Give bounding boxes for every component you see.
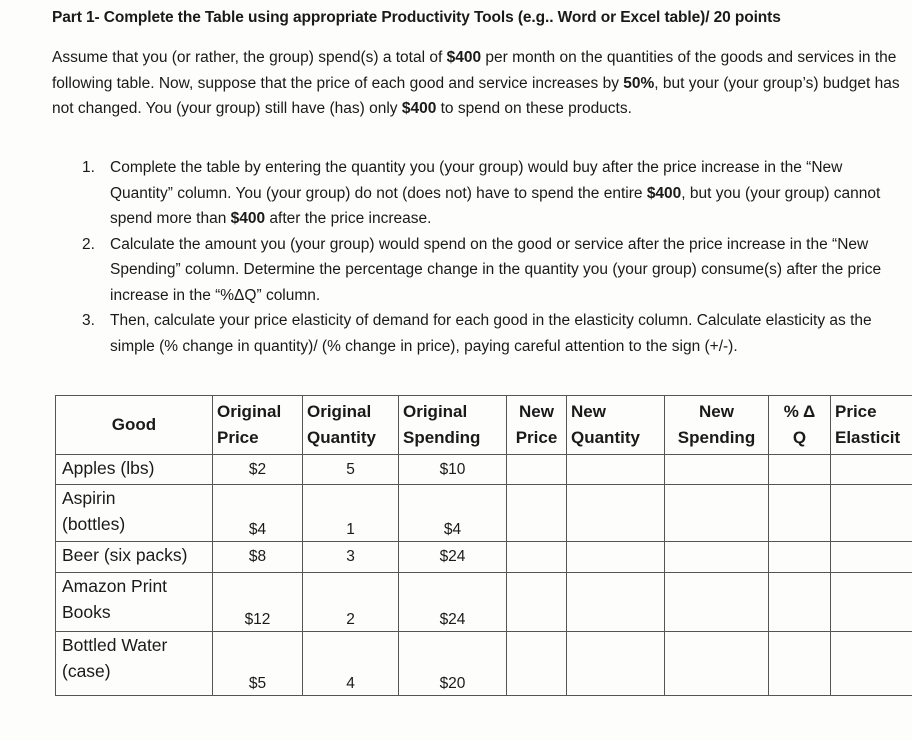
price-elasticity-cell[interactable] [831,455,912,485]
price-elasticity-cell[interactable] [831,573,912,632]
header-price-elasticity: Price Elasticit [831,396,912,455]
percent-change-q-cell[interactable] [769,455,831,485]
new-spending-cell[interactable] [665,632,769,696]
header-good: Good [56,396,213,455]
original-quantity-cell: 5 [303,455,399,485]
header-new-price: New Price [507,396,567,455]
task-1-amount-1: $400 [646,184,682,202]
new-spending-cell[interactable] [665,542,769,573]
intro-text-1: Assume that you (or rather, the group) spend(s) a total of [52,49,447,66]
original-spending-cell: $4 [399,485,507,542]
intro-amount-2: $400 [401,100,437,117]
task-list [82,155,897,359]
new-price-cell[interactable] [507,573,567,632]
new-price-cell[interactable] [507,542,567,573]
header-original-spending: Original Spending [399,396,507,455]
good-name: Amazon Print Books [56,573,213,632]
header-new-quantity: New Quantity [567,396,665,455]
good-name: Apples (lbs) [56,455,213,485]
original-spending-cell: $20 [399,632,507,696]
intro-paragraph [52,45,902,122]
good-name: Aspirin (bottles) [56,485,213,542]
new-price-cell[interactable] [507,485,567,542]
new-price-cell[interactable] [507,632,567,696]
original-price-cell: $12 [213,573,303,632]
header-original-price: Original Price [213,396,303,455]
header-original-quantity: Original Quantity [303,396,399,455]
task-number-3: 3. [82,312,95,329]
new-quantity-cell[interactable] [567,573,665,632]
table-row [56,573,912,632]
task-item-3 [82,308,897,359]
original-quantity-cell: 4 [303,632,399,696]
good-name: Beer (six packs) [56,542,213,573]
original-price-cell: $4 [213,485,303,542]
task-1-text-1: Complete the table by entering the quantity you (your group) would buy after the price increase in the “New Quantity” column. You (your group) do not (does not) have to spend the entire [110,159,843,202]
original-quantity-cell: 1 [303,485,399,542]
price-elasticity-cell[interactable] [831,632,912,696]
table-row [56,485,912,542]
goods-table [55,395,912,696]
intro-text-3: , but your (your group’s) budget has not changed. You (your group) still have (has) only [52,74,900,117]
task-1-amount-2: $400 [230,210,266,227]
percent-change-q-cell[interactable] [769,632,831,696]
new-quantity-cell[interactable] [567,632,665,696]
percent-change-q-cell[interactable] [769,485,831,542]
new-spending-cell[interactable] [665,485,769,542]
original-price-cell: $2 [213,455,303,485]
task-item-2 [82,232,897,309]
intro-percent: 50% [623,74,655,92]
original-quantity-cell: 2 [303,573,399,632]
task-1-text-2: , but you (your group) cannot spend more than [110,184,881,227]
new-quantity-cell[interactable] [567,455,665,485]
task-number-1: 1. [82,159,95,176]
original-spending-cell: $24 [399,573,507,632]
new-spending-cell[interactable] [665,455,769,485]
price-elasticity-cell[interactable] [831,542,912,573]
part-heading: Part 1- Complete the Table using appropriate Productivity Tools (e.g.. Word or Excel table)/ 20 points [52,9,781,26]
intro-text-4: to spend on these products. [436,100,632,117]
table-row [56,455,912,485]
good-name: Bottled Water (case) [56,632,213,696]
original-spending-cell: $10 [399,455,507,485]
task-1-text-3: after the price increase. [265,210,432,227]
new-quantity-cell[interactable] [567,485,665,542]
task-item-1 [82,155,897,232]
table-row [56,542,912,573]
intro-text-2: per month on the quantities of the goods and services in the following table. Now, suppose that the price of each good and service increases by [52,49,897,92]
intro-amount-1: $400 [446,49,482,66]
original-spending-cell: $24 [399,542,507,573]
original-price-cell: $8 [213,542,303,573]
task-number-2: 2. [82,235,95,253]
percent-change-q-cell[interactable] [769,573,831,632]
percent-change-q-cell[interactable] [769,542,831,573]
original-price-cell: $5 [213,632,303,696]
new-price-cell[interactable] [507,455,567,485]
new-quantity-cell[interactable] [567,542,665,573]
table-header-row [56,396,912,455]
header-new-spending: New Spending [665,396,769,455]
header-percent-change-q: % Δ Q [769,396,831,455]
new-spending-cell[interactable] [665,573,769,632]
task-3-text: Then, calculate your price elasticity of demand for each good in the elasticity column. Calculate elasticity as the simple (% change in quantity)/ (% change in price), paying careful attention to the sign (+/-). [110,312,872,355]
task-2-text: Calculate the amount you (your group) would spend on the good or service after the price increase in the “New Spending” column. Determine the percentage change in the quantity you (your group) consume(s) after the price increase in the “%ΔQ” column. [110,235,882,304]
original-quantity-cell: 3 [303,542,399,573]
table-row [56,632,912,696]
price-elasticity-cell[interactable] [831,485,912,542]
